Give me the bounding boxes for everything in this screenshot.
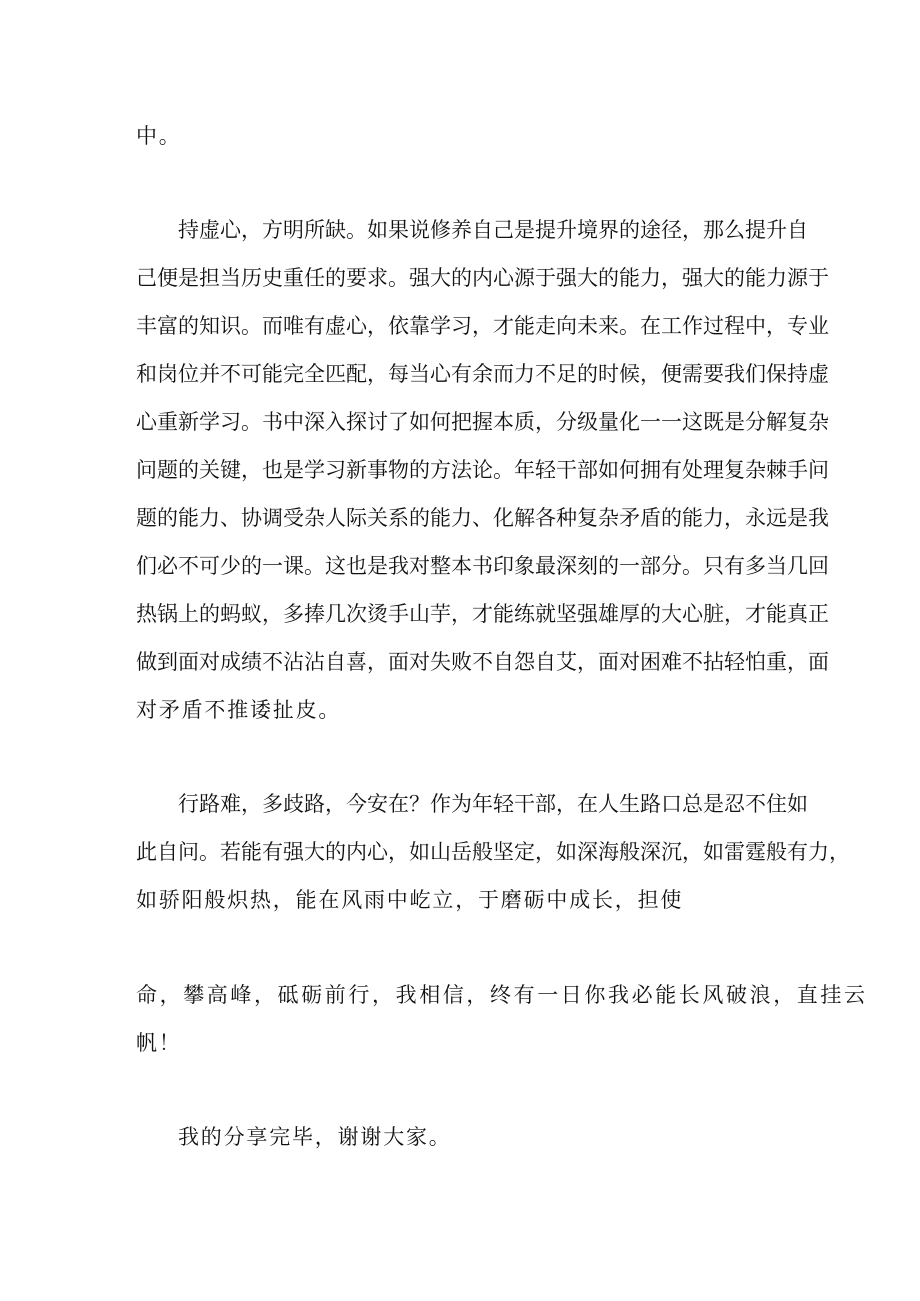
text-line-15: 如骄阳般炽热，能在风雨中屹立，于磨砺中成长，担使	[136, 888, 684, 912]
text-line-3: 己便是担当历史重任的要求。强大的内心源于强大的能力，强大的能力源于	[136, 266, 829, 290]
text-line-14: 此自问。若能有强大的内心，如山岳般坚定，如深海般深沉，如雷霆般有力，	[136, 840, 850, 864]
text-line-17: 帆！	[136, 1031, 182, 1055]
text-line-10: 热锅上的蚂蚁，多捧几次烫手山芋，才能练就坚强雄厚的大心脏，才能真正	[136, 602, 829, 626]
text-line-1: 中。	[136, 124, 182, 148]
text-line-4: 丰富的知识。而唯有虚心，依靠学习，才能走向未来。在工作过程中，专业	[136, 314, 829, 338]
text-line-8: 题的能力、协调受杂人际关系的能力、化解各种复杂矛盾的能力，永远是我	[136, 506, 829, 530]
text-line-16: 命，攀高峰，砥砺前行，我相信，终有一日你我必能长风破浪，直挂云	[136, 983, 868, 1007]
text-line-2: 持虚心，方明所缺。如果说修养自己是提升境界的途径，那么提升自	[178, 218, 808, 242]
text-line-11: 做到面对成绩不沾沾自喜，面对失败不自怨自艾，面对困难不拈轻怕重，面	[136, 650, 829, 674]
text-line-18: 我的分享完毕，谢谢大家。	[178, 1125, 452, 1149]
text-line-13: 行路难，多歧路，今安在？作为年轻干部，在人生路口总是忍不住如	[178, 792, 808, 816]
text-line-6: 心重新学习。书中深入探讨了如何把握本质，分级量化一一这既是分解复杂	[136, 410, 829, 434]
text-line-12: 对矛盾不推诿扯皮。	[136, 698, 342, 722]
text-line-5: 和岗位并不可能完全匹配，每当心有余而力不足的时候，便需要我们保持虚	[136, 362, 829, 386]
text-line-9: 们必不可少的一课。这也是我对整本书印象最深刻的一部分。只有多当几回	[136, 554, 829, 578]
text-line-7: 问题的关键，也是学习新事物的方法论。年轻干部如何拥有处理复杂棘手问	[136, 458, 829, 482]
